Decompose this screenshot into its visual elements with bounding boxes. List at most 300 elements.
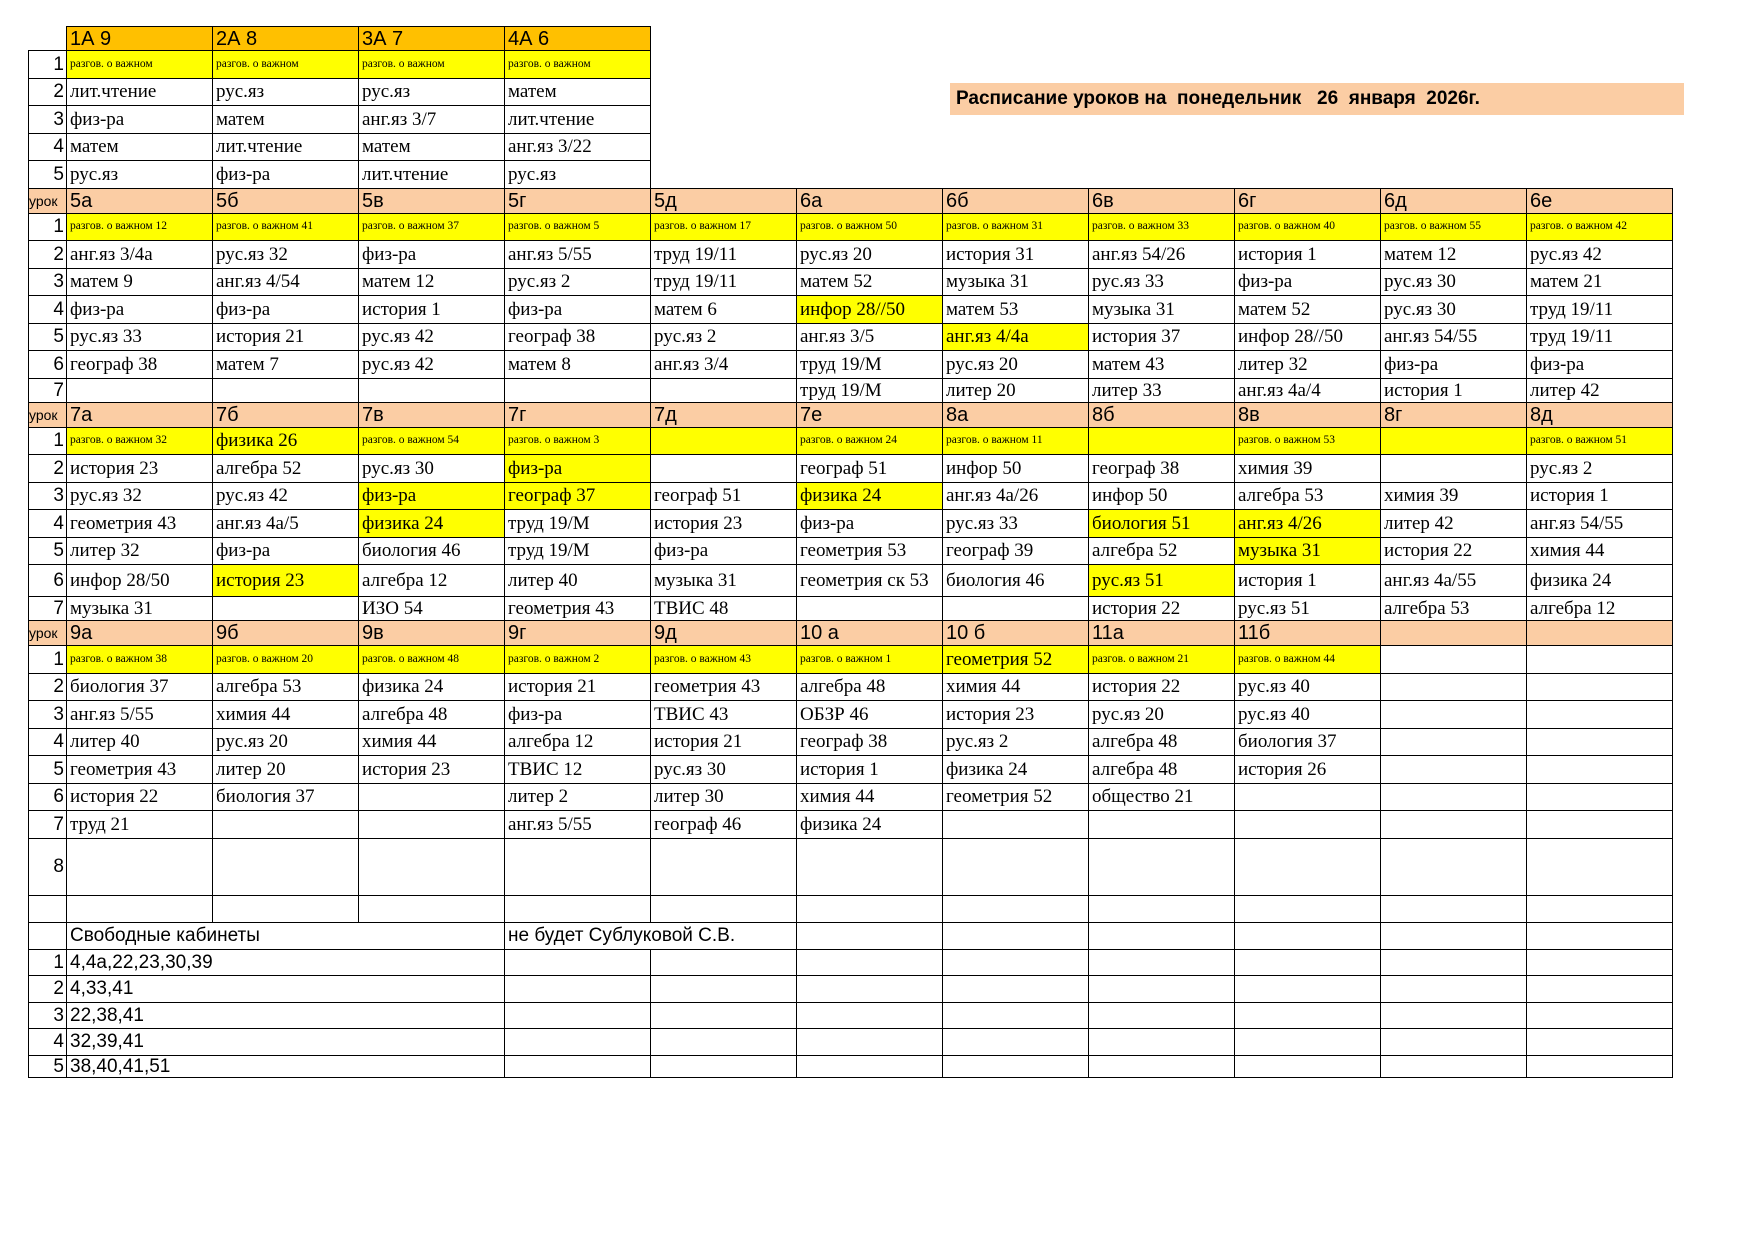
empty-cell <box>1089 976 1235 1003</box>
table-row <box>29 811 1673 839</box>
lesson-cell: биология 37 <box>213 783 359 811</box>
empty-cell <box>651 976 797 1003</box>
table-row <box>29 510 1673 538</box>
lesson-cell: разгов. о важном 12 <box>67 213 213 241</box>
class-header-5а: 5а <box>67 188 213 213</box>
empty-cell <box>651 1029 797 1056</box>
table-row <box>29 728 1673 756</box>
lesson-cell: история 1 <box>1381 378 1527 402</box>
lesson-cell: рус.яз 20 <box>1089 701 1235 729</box>
table-row <box>29 1055 1673 1077</box>
lesson-cell <box>359 811 505 839</box>
empty-area <box>651 51 1673 79</box>
lesson-cell <box>67 378 213 402</box>
lesson-cell <box>213 811 359 839</box>
lesson-cell: рус.яз <box>67 161 213 189</box>
lesson-cell: труд 19/11 <box>651 268 797 296</box>
lesson-cell: географ 51 <box>651 482 797 510</box>
lesson-cell: физ-ра <box>1527 351 1673 379</box>
lesson-cell <box>651 838 797 895</box>
class-header-9д: 9д <box>651 621 797 646</box>
lesson-cell: анг.яз 3/4 <box>651 351 797 379</box>
lesson-cell: история 26 <box>1235 756 1381 784</box>
lesson-cell: разгов. о важном 1 <box>797 646 943 674</box>
lesson-cell <box>67 838 213 895</box>
lesson-number: 1 <box>29 213 67 241</box>
lesson-cell: разгов. о важном 55 <box>1381 213 1527 241</box>
lesson-cell: матем 52 <box>797 268 943 296</box>
lesson-cell: история 23 <box>651 510 797 538</box>
lesson-cell: ТВИС 12 <box>505 756 651 784</box>
lesson-cell <box>359 895 505 922</box>
empty-cell <box>1527 949 1673 976</box>
free-rooms-list: 22,38,41 <box>67 1002 505 1029</box>
lesson-cell: литер 20 <box>943 378 1089 402</box>
lesson-cell: матем 7 <box>213 351 359 379</box>
lesson-cell: геометрия 52 <box>943 646 1089 674</box>
lesson-cell: анг.яз 4а/55 <box>1381 565 1527 597</box>
lesson-cell: история 1 <box>359 296 505 324</box>
lesson-cell: алгебра 53 <box>213 673 359 701</box>
empty-cell <box>797 1002 943 1029</box>
lesson-cell: история 23 <box>359 756 505 784</box>
table-row <box>29 161 1673 189</box>
lesson-number: 2 <box>29 78 67 106</box>
lesson-cell: лит.чтение <box>213 133 359 161</box>
lesson-cell: разгов. о важном 24 <box>797 427 943 455</box>
lesson-cell: алгебра 12 <box>359 565 505 597</box>
lesson-cell: физ-ра <box>213 537 359 565</box>
lesson-cell: разгов. о важном 11 <box>943 427 1089 455</box>
class-header-8в: 8в <box>1235 402 1381 427</box>
lesson-cell: разгов. о важном 3 <box>505 427 651 455</box>
lesson-cell: географ 38 <box>505 323 651 351</box>
table-row <box>29 673 1673 701</box>
lesson-label: урок <box>29 188 67 213</box>
lesson-cell: физ-ра <box>213 296 359 324</box>
lesson-cell <box>1381 838 1527 895</box>
empty-area <box>651 161 1673 189</box>
lesson-cell: матем <box>505 78 651 106</box>
lesson-cell <box>797 895 943 922</box>
lesson-cell: географ 38 <box>67 351 213 379</box>
class-header-6е: 6е <box>1527 188 1673 213</box>
lesson-cell: анг.яз 3/5 <box>797 323 943 351</box>
empty-cell <box>505 1002 651 1029</box>
schedule-title: Расписание уроков на понедельник 26 января 2026г. <box>950 83 1684 115</box>
lesson-cell: физ-ра <box>505 296 651 324</box>
lesson-cell <box>1235 783 1381 811</box>
table-row <box>29 455 1673 483</box>
lesson-cell: геометрия 53 <box>797 537 943 565</box>
lesson-number: 6 <box>29 783 67 811</box>
table-row <box>29 106 1673 134</box>
lesson-cell: геометрия 43 <box>651 673 797 701</box>
lesson-number: 5 <box>29 161 67 189</box>
empty-cell <box>1527 976 1673 1003</box>
table-row <box>29 482 1673 510</box>
lesson-cell: рус.яз 42 <box>359 351 505 379</box>
lesson-cell: труд 19/11 <box>1527 296 1673 324</box>
class-header-8а: 8а <box>943 402 1089 427</box>
lesson-cell: разгов. о важном 17 <box>651 213 797 241</box>
lesson-cell: географ 46 <box>651 811 797 839</box>
lesson-cell: лит.чтение <box>505 106 651 134</box>
lesson-cell: история 23 <box>213 565 359 597</box>
empty-cell <box>1235 976 1381 1003</box>
lesson-cell: разгов. о важном <box>213 51 359 79</box>
empty-cell <box>1089 922 1235 949</box>
lesson-cell <box>359 378 505 402</box>
lesson-cell: анг.яз 54/55 <box>1527 510 1673 538</box>
lesson-cell: музыка 31 <box>943 268 1089 296</box>
lesson-cell: рус.яз 42 <box>1527 241 1673 269</box>
lesson-number: 5 <box>29 756 67 784</box>
class-header-1а: 1А 9 <box>67 27 213 51</box>
lesson-cell <box>943 838 1089 895</box>
class-header-10-а: 10 а <box>797 621 943 646</box>
table-row <box>29 949 1673 976</box>
lesson-cell: музыка 31 <box>67 597 213 621</box>
class-header-8г: 8г <box>1381 402 1527 427</box>
lesson-cell: алгебра 12 <box>505 728 651 756</box>
lesson-number: 5 <box>29 537 67 565</box>
lesson-cell: труд 19/11 <box>651 241 797 269</box>
lesson-cell: биология 37 <box>67 673 213 701</box>
lesson-cell: биология 46 <box>943 565 1089 597</box>
lesson-cell: матем 8 <box>505 351 651 379</box>
lesson-cell: история 21 <box>213 323 359 351</box>
lesson-cell: литер 32 <box>1235 351 1381 379</box>
empty-cell <box>797 976 943 1003</box>
table-row <box>29 241 1673 269</box>
empty-cell <box>797 1055 943 1077</box>
lesson-cell: разгов. о важном 53 <box>1235 427 1381 455</box>
table-row <box>29 976 1673 1003</box>
empty-cell <box>1381 976 1527 1003</box>
lesson-cell: рус.яз 30 <box>651 756 797 784</box>
table-row <box>29 1029 1673 1056</box>
lesson-cell: разгов. о важном 37 <box>359 213 505 241</box>
lesson-cell: анг.яз 3/22 <box>505 133 651 161</box>
lesson-cell <box>213 895 359 922</box>
lesson-cell <box>1235 811 1381 839</box>
lesson-number: 3 <box>29 701 67 729</box>
lesson-cell: алгебра 52 <box>1089 537 1235 565</box>
lesson-cell: матем 53 <box>943 296 1089 324</box>
lesson-number: 2 <box>29 976 67 1003</box>
class-header-9а: 9а <box>67 621 213 646</box>
lesson-cell: разгов. о важном 31 <box>943 213 1089 241</box>
lesson-cell: рус.яз <box>213 78 359 106</box>
empty-cell <box>505 976 651 1003</box>
lesson-cell: инфор 28/50 <box>67 565 213 597</box>
class-header-5г: 5г <box>505 188 651 213</box>
lesson-cell: матем 52 <box>1235 296 1381 324</box>
table-row <box>29 1002 1673 1029</box>
lesson-cell <box>1089 427 1235 455</box>
lesson-cell: геометрия ск 53 <box>797 565 943 597</box>
lesson-cell: анг.яз 4а/26 <box>943 482 1089 510</box>
lesson-cell <box>1527 701 1673 729</box>
lesson-cell: алгебра 48 <box>1089 728 1235 756</box>
lesson-cell <box>943 811 1089 839</box>
table-row <box>29 895 1673 922</box>
lesson-cell: анг.яз 4/4а <box>943 323 1089 351</box>
lesson-cell: ОБЗР 46 <box>797 701 943 729</box>
lesson-cell: географ 38 <box>797 728 943 756</box>
lesson-cell: история 23 <box>67 455 213 483</box>
lesson-cell <box>1235 838 1381 895</box>
lesson-cell: литер 20 <box>213 756 359 784</box>
lesson-cell: история 1 <box>1235 241 1381 269</box>
lesson-number: 6 <box>29 565 67 597</box>
lesson-number: 2 <box>29 455 67 483</box>
table-row <box>29 621 1673 646</box>
table-row <box>29 351 1673 379</box>
lesson-cell: биология 51 <box>1089 510 1235 538</box>
lesson-cell: история 1 <box>1235 565 1381 597</box>
lesson-cell <box>651 895 797 922</box>
class-header-5в: 5в <box>359 188 505 213</box>
free-rooms-label: Свободные кабинеты <box>67 922 505 949</box>
lesson-cell <box>651 455 797 483</box>
table-row <box>29 838 1673 895</box>
empty-area <box>651 106 1673 134</box>
table-row <box>29 213 1673 241</box>
empty-cell <box>943 976 1089 1003</box>
lesson-cell: анг.яз 5/55 <box>67 701 213 729</box>
empty-cell <box>1381 949 1527 976</box>
empty-cell <box>797 949 943 976</box>
lesson-cell: рус.яз 42 <box>359 323 505 351</box>
lesson-cell: химия 44 <box>359 728 505 756</box>
class-header-7г: 7г <box>505 402 651 427</box>
lesson-cell: разгов. о важном 51 <box>1527 427 1673 455</box>
class-header-9б: 9б <box>213 621 359 646</box>
lesson-cell: геометрия 43 <box>505 597 651 621</box>
lesson-cell: рус.яз 51 <box>1089 565 1235 597</box>
lesson-cell: труд 19/М <box>505 537 651 565</box>
lesson-cell <box>505 838 651 895</box>
lesson-cell: рус.яз 30 <box>359 455 505 483</box>
empty-cell <box>1527 922 1673 949</box>
class-header-4а: 4А 6 <box>505 27 651 51</box>
lesson-cell: разгов. о важном <box>67 51 213 79</box>
class-header-5д: 5д <box>651 188 797 213</box>
lesson-cell: анг.яз 3/4а <box>67 241 213 269</box>
lesson-cell: труд 19/11 <box>1527 323 1673 351</box>
lesson-cell: разгов. о важном 32 <box>67 427 213 455</box>
lesson-number: 2 <box>29 241 67 269</box>
empty-cell <box>505 1029 651 1056</box>
class-header-7б: 7б <box>213 402 359 427</box>
lesson-cell <box>359 838 505 895</box>
lesson-cell: история 22 <box>1381 537 1527 565</box>
lesson-cell: географ 38 <box>1089 455 1235 483</box>
table-row <box>29 701 1673 729</box>
lesson-number: 4 <box>29 728 67 756</box>
lesson-cell: химия 44 <box>1527 537 1673 565</box>
lesson-cell: физика 24 <box>943 756 1089 784</box>
lesson-cell <box>1527 728 1673 756</box>
empty-cell <box>1381 1055 1527 1077</box>
table-row <box>29 402 1673 427</box>
lesson-cell: матем 21 <box>1527 268 1673 296</box>
lesson-cell: рус.яз 20 <box>797 241 943 269</box>
lesson-cell <box>213 838 359 895</box>
lesson-cell: рус.яз 33 <box>67 323 213 351</box>
lesson-cell: история 22 <box>67 783 213 811</box>
lesson-cell <box>1381 427 1527 455</box>
lesson-number: 4 <box>29 133 67 161</box>
lesson-cell: разгов. о важном 2 <box>505 646 651 674</box>
class-header-blank <box>1381 621 1527 646</box>
lesson-cell: история 37 <box>1089 323 1235 351</box>
lesson-cell: геометрия 52 <box>943 783 1089 811</box>
empty-cell <box>1089 1055 1235 1077</box>
lesson-cell: физ-ра <box>67 296 213 324</box>
lesson-cell: ИЗО 54 <box>359 597 505 621</box>
lesson-cell: матем 6 <box>651 296 797 324</box>
lesson-cell <box>1381 895 1527 922</box>
lesson-cell: музыка 31 <box>651 565 797 597</box>
lesson-cell: физ-ра <box>67 106 213 134</box>
lesson-cell: алгебра 52 <box>213 455 359 483</box>
lesson-cell: литер 42 <box>1381 510 1527 538</box>
class-header-5б: 5б <box>213 188 359 213</box>
lesson-cell: рус.яз 33 <box>943 510 1089 538</box>
lesson-cell: инфор 50 <box>1089 482 1235 510</box>
empty-cell <box>651 1002 797 1029</box>
lesson-cell <box>213 378 359 402</box>
lesson-cell <box>1381 783 1527 811</box>
empty-area <box>651 78 1673 106</box>
lesson-cell <box>505 895 651 922</box>
empty-cell <box>1089 1029 1235 1056</box>
lesson-number: 4 <box>29 1029 67 1056</box>
lesson-cell <box>1089 895 1235 922</box>
lesson-cell <box>943 895 1089 922</box>
lesson-cell <box>651 378 797 402</box>
lesson-cell: лит.чтение <box>359 161 505 189</box>
empty-cell <box>1527 1055 1673 1077</box>
lesson-cell: географ 37 <box>505 482 651 510</box>
lesson-cell: инфор 28//50 <box>797 296 943 324</box>
lesson-number: 1 <box>29 949 67 976</box>
lesson-cell: рус.яз 20 <box>943 351 1089 379</box>
lesson-cell: литер 40 <box>67 728 213 756</box>
table-row <box>29 188 1673 213</box>
lesson-cell: рус.яз 30 <box>1381 268 1527 296</box>
empty-cell <box>1527 1002 1673 1029</box>
lesson-cell: разгов. о важном 33 <box>1089 213 1235 241</box>
empty-cell <box>1381 1029 1527 1056</box>
lesson-cell: физ-ра <box>1235 268 1381 296</box>
class-header-10-б: 10 б <box>943 621 1089 646</box>
lesson-cell: разгов. о важном <box>505 51 651 79</box>
lesson-cell: инфор 50 <box>943 455 1089 483</box>
lesson-cell: матем 12 <box>1381 241 1527 269</box>
lesson-cell <box>1089 838 1235 895</box>
empty-cell <box>1235 1029 1381 1056</box>
lesson-cell: физика 24 <box>797 482 943 510</box>
lesson-cell: алгебра 53 <box>1235 482 1381 510</box>
table-row <box>29 378 1673 402</box>
lesson-cell: физ-ра <box>1381 351 1527 379</box>
lesson-cell: история 1 <box>797 756 943 784</box>
empty-cell <box>943 1055 1089 1077</box>
lesson-cell: физика 24 <box>1527 565 1673 597</box>
class-header-2а: 2А 8 <box>213 27 359 51</box>
lesson-cell: труд 19/М <box>797 351 943 379</box>
lesson-number <box>29 922 67 949</box>
lesson-cell: разгов. о важном 48 <box>359 646 505 674</box>
lesson-cell: разгов. о важном 38 <box>67 646 213 674</box>
lesson-cell: труд 19/М <box>505 510 651 538</box>
lesson-cell: разгов. о важном 20 <box>213 646 359 674</box>
lesson-cell: рус.яз 40 <box>1235 673 1381 701</box>
lesson-cell: литер 40 <box>505 565 651 597</box>
empty-cell <box>943 1002 1089 1029</box>
lesson-cell: разгов. о важном 5 <box>505 213 651 241</box>
table-row <box>29 537 1673 565</box>
lesson-cell <box>1235 895 1381 922</box>
lesson-number: 2 <box>29 673 67 701</box>
empty-cell <box>1089 949 1235 976</box>
lesson-cell: разгов. о важном 44 <box>1235 646 1381 674</box>
lesson-number: 3 <box>29 482 67 510</box>
lesson-cell: географ 51 <box>797 455 943 483</box>
lesson-cell <box>67 895 213 922</box>
lesson-cell: матем <box>213 106 359 134</box>
lesson-cell: биология 46 <box>359 537 505 565</box>
lesson-cell: история 21 <box>505 673 651 701</box>
lesson-cell: алгебра 48 <box>359 701 505 729</box>
table-row <box>29 323 1673 351</box>
lesson-number: 5 <box>29 323 67 351</box>
lesson-number: 8 <box>29 838 67 895</box>
lesson-cell: химия 39 <box>1381 482 1527 510</box>
empty-cell <box>505 1055 651 1077</box>
class-header-8б: 8б <box>1089 402 1235 427</box>
lesson-cell: литер 33 <box>1089 378 1235 402</box>
lesson-cell <box>943 597 1089 621</box>
lesson-cell: матем <box>67 133 213 161</box>
lesson-cell: труд 21 <box>67 811 213 839</box>
lesson-cell: матем 12 <box>359 268 505 296</box>
lesson-cell: рус.яз <box>505 161 651 189</box>
empty-cell <box>797 1029 943 1056</box>
lesson-cell: алгебра 48 <box>1089 756 1235 784</box>
lesson-cell: химия 44 <box>797 783 943 811</box>
lesson-cell: разгов. о важном 50 <box>797 213 943 241</box>
lesson-cell: рус.яз <box>359 78 505 106</box>
free-rooms-list: 4,4а,22,23,30,39 <box>67 949 505 976</box>
empty-area <box>651 27 1673 51</box>
lesson-cell: история 31 <box>943 241 1089 269</box>
lesson-cell <box>1089 811 1235 839</box>
lesson-cell: ТВИС 48 <box>651 597 797 621</box>
lesson-cell: физ-ра <box>505 455 651 483</box>
table-row <box>29 78 1673 106</box>
table-row <box>29 427 1673 455</box>
lesson-cell <box>1527 646 1673 674</box>
class-header-6г: 6г <box>1235 188 1381 213</box>
class-header-8д: 8д <box>1527 402 1673 427</box>
lesson-cell: история 22 <box>1089 673 1235 701</box>
lesson-number: 1 <box>29 646 67 674</box>
